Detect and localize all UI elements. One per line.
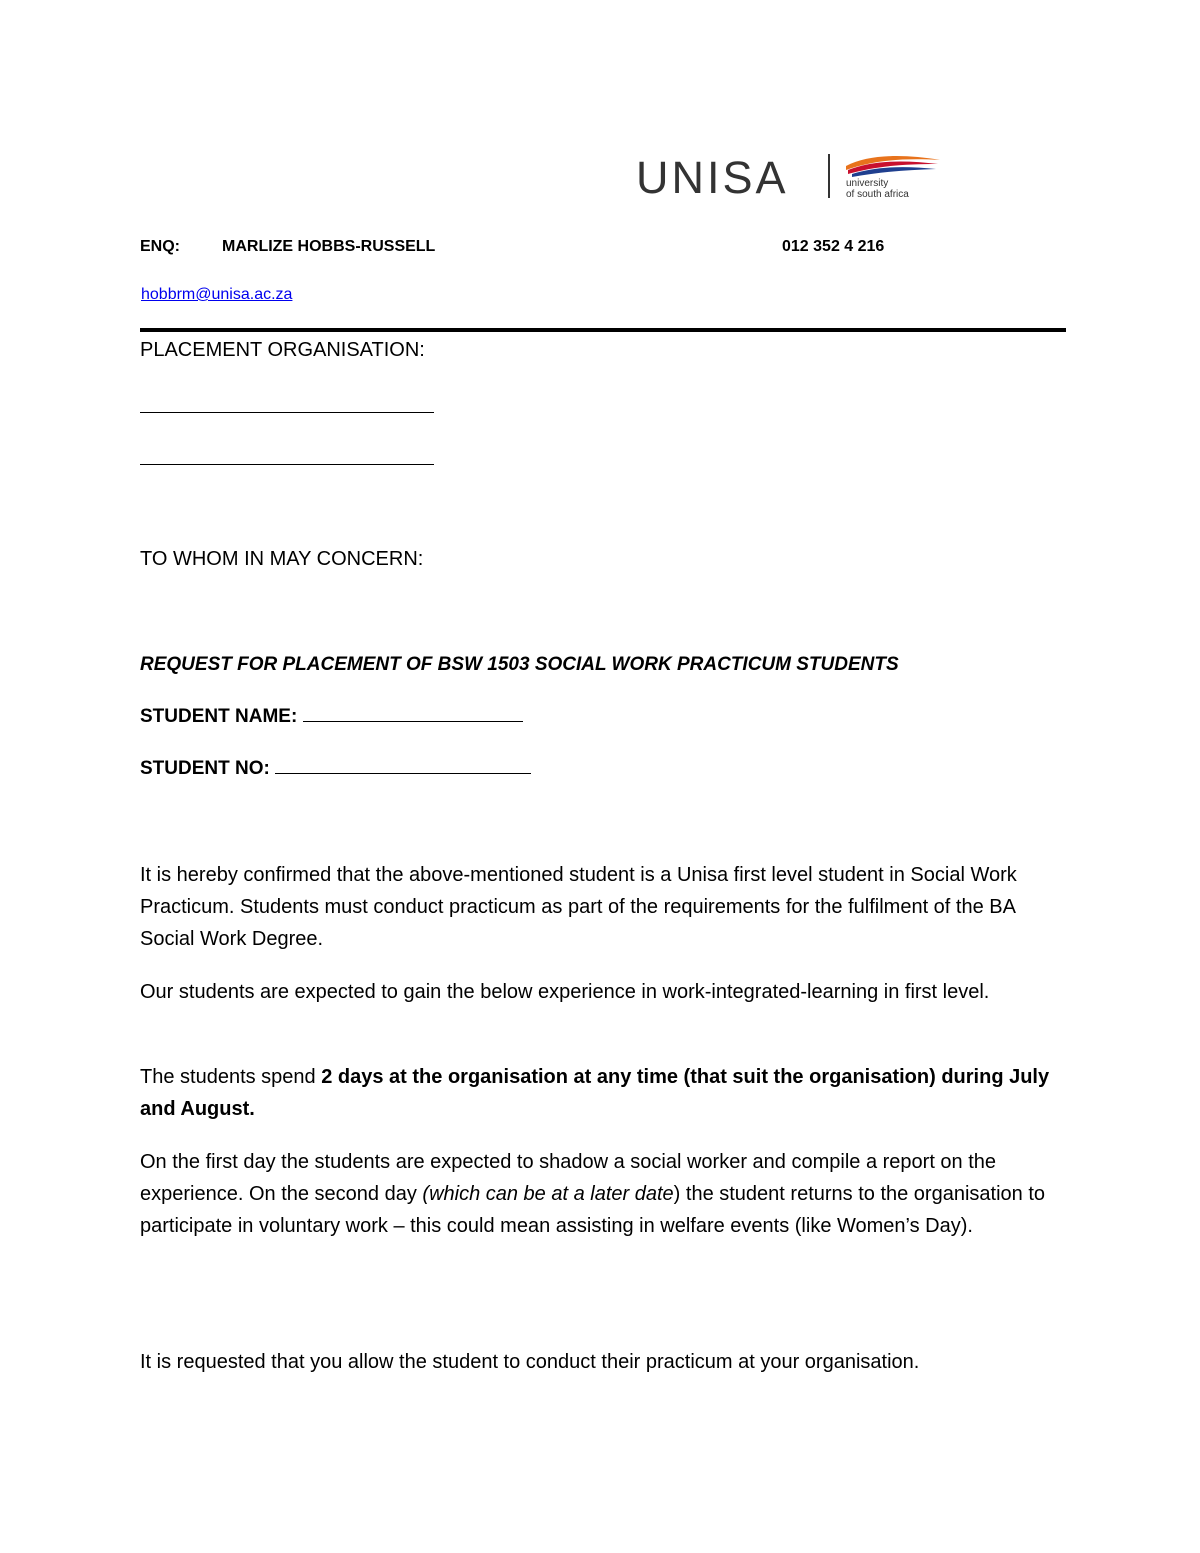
paragraph-request: It is requested that you allow the student to conduct their practicum at your organisation. [140,1351,920,1373]
contact-email-link[interactable]: hobbrm@unisa.ac.za [141,286,293,303]
paragraph-activities-start: On the first day the students are expected to shadow a social worker and compile a report on the experience. On the second day [140,1151,997,1205]
salutation: TO WHOM IN MAY CONCERN: [140,548,424,570]
logo-wordmark: UNISA [636,152,789,203]
paragraph-schedule [140,1061,1060,1125]
placement-organisation-label: PLACEMENT ORGANISATION: [140,339,425,361]
paragraph-schedule-bold: 2 days at the organisation at any time (that suit the organisation) during July and August. [140,1066,1050,1120]
paragraph-activities-italic: (which can be at a later date [422,1183,674,1205]
paragraph-confirmation: It is hereby confirmed that the above-mentioned student is a Unisa first level student in Social Work Practicum. Students must conduct practicum as part of the requirements for the fulfilment of the BA Social Work Degree. [140,864,1017,950]
unisa-logo [636,150,946,206]
student-name-row [140,701,523,733]
header-divider [140,328,1066,332]
paragraph-experience: Our students are expected to gain the below experience in work-integrated-learning in first level. [140,981,990,1003]
paragraph-schedule-start: The students spend [140,1066,322,1088]
enquiry-phone: 012 352 4 216 [782,238,885,255]
letter-subject: REQUEST FOR PLACEMENT OF BSW 1503 SOCIAL WORK PRACTICUM STUDENTS [140,654,899,675]
student-name-field[interactable] [303,703,523,722]
paragraph-activities-end: ) the student returns to the organisation to participate in voluntary work – this could mean assisting in welfare events (like Women’s Day). [140,1183,1046,1237]
logo-subtitle-line1: university [846,178,889,189]
logo-subtitle [846,178,909,200]
enquiry-label: ENQ: [140,238,180,255]
enquiry-contact-name: MARLIZE HOBBS-RUSSELL [222,238,436,255]
logo-divider [828,154,830,198]
placement-address-line-2[interactable] [140,464,434,465]
placement-address-line-1[interactable] [140,412,434,413]
student-no-field[interactable] [275,755,531,774]
paragraph-activities [140,1146,1060,1242]
student-no-label: STUDENT NO: [140,758,270,779]
student-no-row [140,753,531,785]
student-name-label: STUDENT NAME: [140,706,298,727]
logo-swoosh-icon [844,152,944,178]
logo-subtitle-line2: of south africa [846,189,909,200]
